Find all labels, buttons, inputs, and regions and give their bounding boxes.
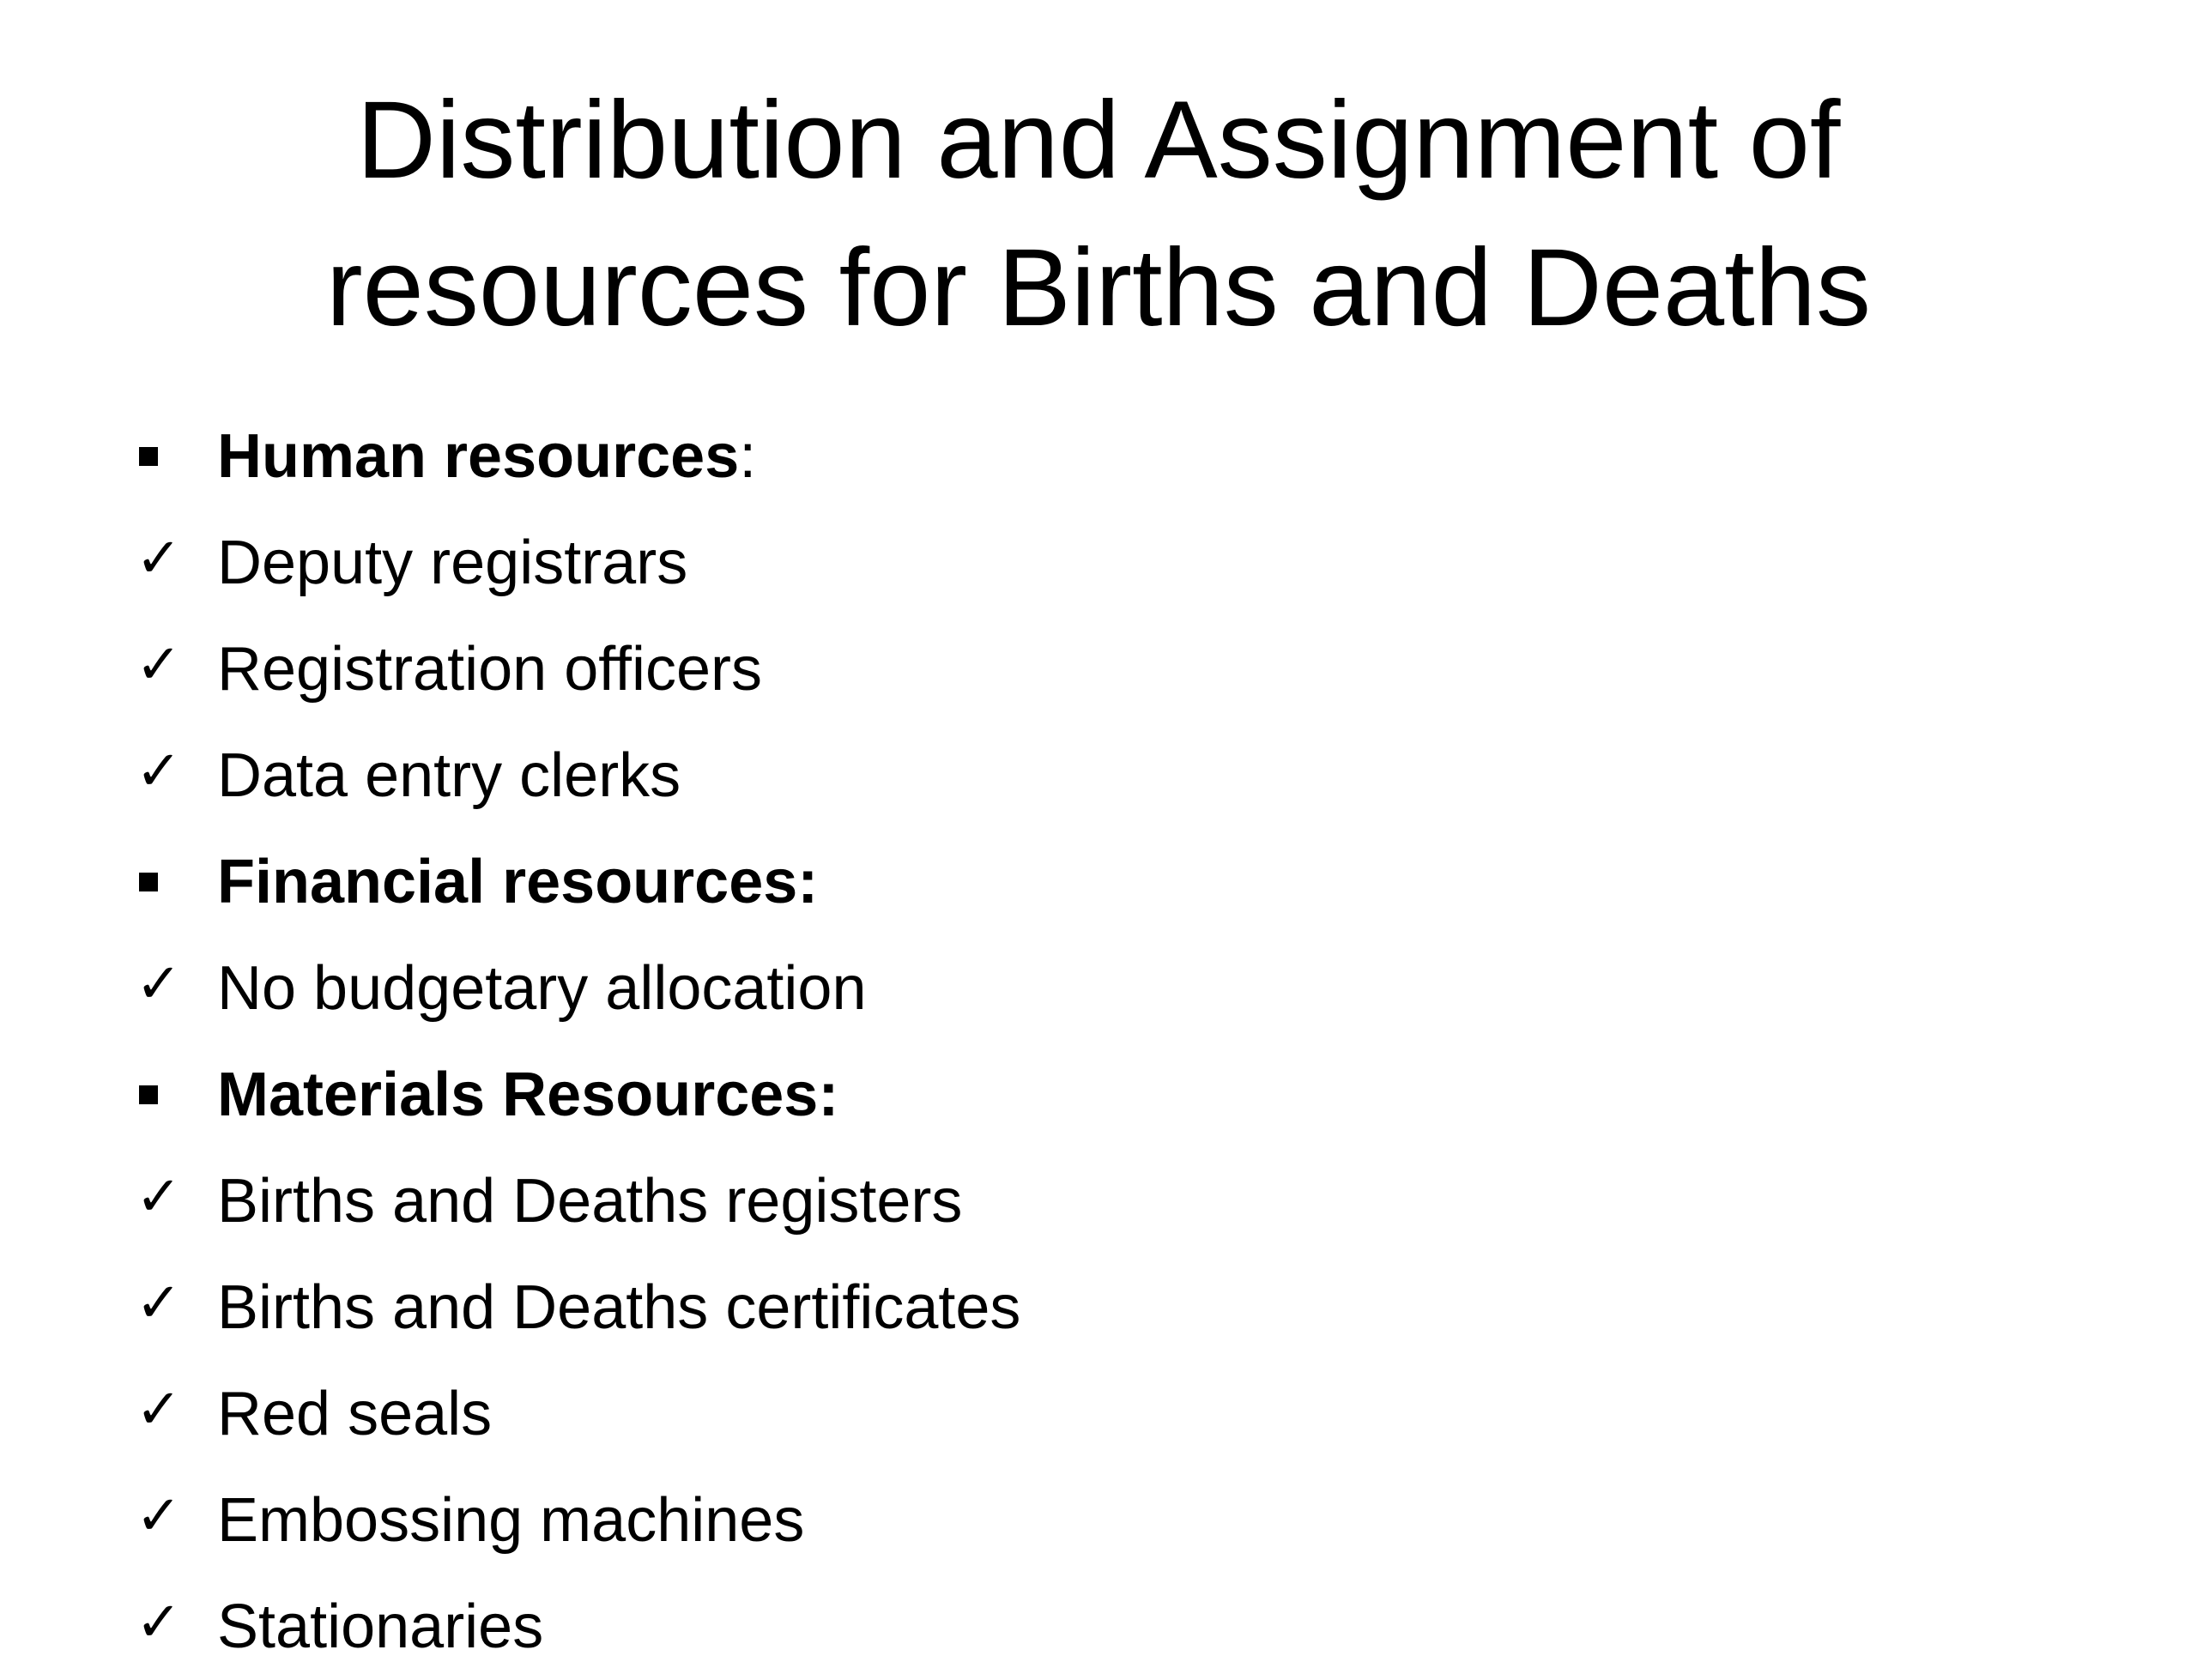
list-item-label: No budgetary allocation [217, 954, 867, 1023]
list-item-label: Embossing machines [217, 1486, 805, 1555]
square-bullet-icon [136, 1042, 197, 1148]
list-item-label: Red seals [217, 1380, 493, 1448]
list-item-label: Registration officers [217, 635, 762, 704]
square-bullet-icon [136, 403, 197, 510]
title-line-1: Distribution and Assignment of [356, 79, 1841, 202]
list-item-label: Stationaries [217, 1592, 544, 1661]
checkmark-icon: ✓ [136, 633, 182, 697]
checkmark-icon: ✓ [136, 1378, 182, 1441]
list-item-label: Births and Deaths registers [217, 1167, 963, 1236]
checkmark-icon: ✓ [136, 1272, 182, 1335]
checkmark-icon: ✓ [136, 1591, 182, 1654]
list-heading: Human resources: [217, 422, 757, 491]
list-item-label: Deputy registrars [217, 529, 688, 597]
checkmark-icon: ✓ [136, 527, 182, 590]
title-line-2: resources for Births and Deaths [326, 227, 1871, 349]
slide-title [0, 67, 2197, 362]
list-item-label: Data entry clerks [217, 741, 681, 810]
checkmark-icon: ✓ [136, 952, 182, 1016]
square-bullet-icon [136, 829, 197, 935]
checkmark-icon: ✓ [136, 1484, 182, 1548]
checkmark-icon: ✓ [136, 1165, 182, 1229]
list-item-label: Births and Deaths certificates [217, 1273, 1021, 1342]
checkmark-icon: ✓ [136, 740, 182, 803]
list-heading: Materials Resources: [217, 1061, 839, 1129]
list-heading: Financial resources: [217, 848, 819, 916]
